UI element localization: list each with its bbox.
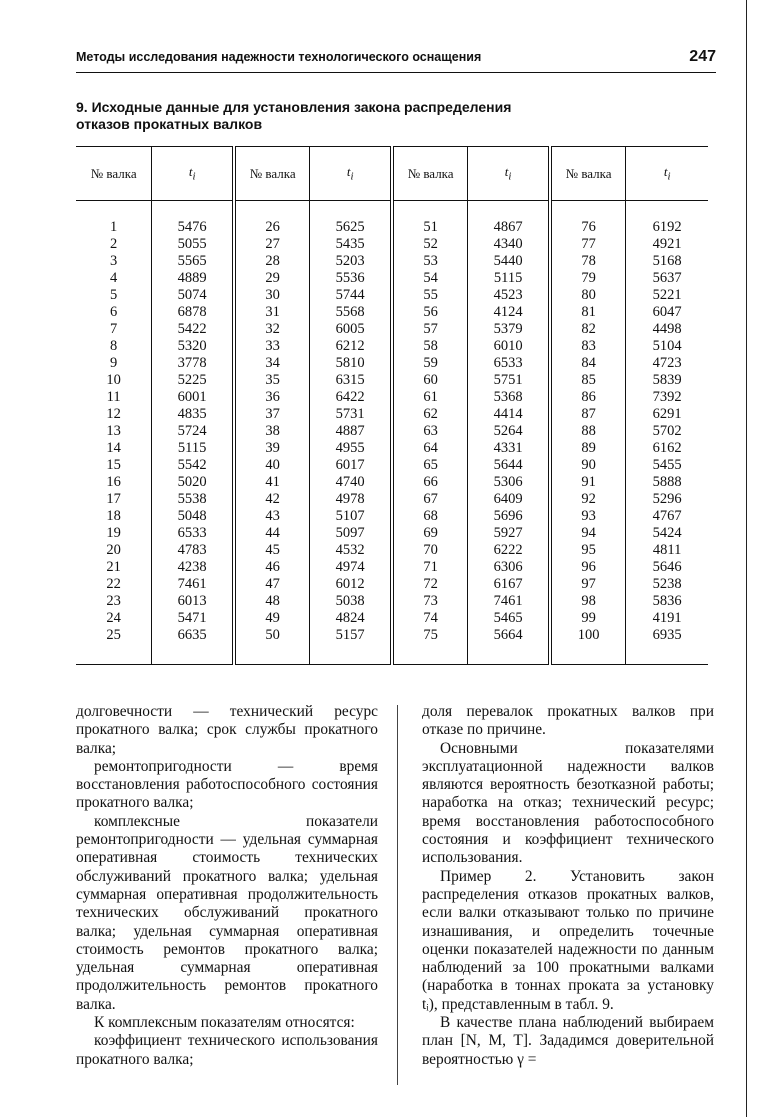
cell-operating-time: 3778 [152,355,234,372]
table-row [76,508,708,525]
cell-operating-time: 4824 [310,610,392,627]
cell-valve-number: 68 [392,508,468,525]
cell-operating-time: 6047 [626,304,708,321]
cell-operating-time: 5038 [310,593,392,610]
header-valve-number: № валка [392,147,468,201]
cell-valve-number: 16 [106,474,121,490]
cell-valve-number: 37 [234,406,310,423]
cell-valve-number: 38 [234,423,310,440]
cell-operating-time: 6192 [626,201,708,237]
cell-valve-number: 86 [550,389,626,406]
cell-operating-time: 4532 [310,542,392,559]
cell-operating-time: 5107 [310,508,392,525]
cell-operating-time: 5696 [468,508,550,525]
cell-operating-time: 6222 [468,542,550,559]
cell-operating-time: 6533 [152,525,234,542]
cell-operating-time: 4921 [626,236,708,253]
cell-operating-time: 5055 [152,236,234,253]
cell-valve-number: 4 [110,270,118,286]
text-column-right [422,703,714,1069]
paragraph: доля перевалок прокатных валков при отказе по причине. [422,703,714,739]
cell-valve-number: 25 [76,627,152,665]
cell-operating-time: 4723 [626,355,708,372]
table-row [76,389,708,406]
table-row [76,321,708,338]
table-row [76,406,708,423]
cell-operating-time: 6013 [152,593,234,610]
cell-valve-number: 75 [392,627,468,665]
paragraph: Основными показателями эксплуатационной надежности валков являются вероятность безотказной работы; наработка на отказ; технический ресурс; время восстановления работоспособного состояния и коэффициент технического использования. [422,739,714,867]
cell-operating-time: 5744 [310,287,392,304]
cell-valve-number: 34 [234,355,310,372]
cell-operating-time: 5368 [468,389,550,406]
cell-operating-time: 5568 [310,304,392,321]
cell-valve-number: 45 [234,542,310,559]
header-operating-time [626,147,708,201]
cell-valve-number: 73 [392,593,468,610]
cell-valve-number: 26 [234,201,310,237]
header-t-symbol: t [188,164,193,180]
paragraph: комплексные показатели ремонтопригодности — удельная суммарная оперативная стоимость технических обслуживаний прокатного валка; удельная суммарная оперативная продолжительность технических обслуживаний прокатного валка; удельная суммарная оперативная стоимость ремонтов прокатного валка; удельная суммарная оперативная продолжительность ремонтов прокатного валка. [76,812,378,1013]
cell-valve-number: 55 [392,287,468,304]
header-t-symbol: t [346,164,351,180]
cell-operating-time: 5097 [310,525,392,542]
cell-operating-time: 5168 [626,253,708,270]
cell-operating-time: 5565 [152,253,234,270]
cell-valve-number: 6 [110,304,118,320]
cell-valve-number: 30 [234,287,310,304]
cell-valve-number: 97 [550,576,626,593]
cell-valve-number: 53 [392,253,468,270]
cell-valve-number: 22 [106,576,121,592]
table-header-row [76,147,708,201]
cell-operating-time: 5048 [152,508,234,525]
cell-valve-number: 91 [550,474,626,491]
cell-operating-time: 6001 [152,389,234,406]
cell-operating-time: 5435 [310,236,392,253]
cell-operating-time: 5115 [152,440,234,457]
cell-operating-time: 5637 [626,270,708,287]
column-divider [397,705,398,1085]
cell-operating-time: 5225 [152,372,234,389]
cell-valve-number: 31 [234,304,310,321]
cell-valve-number: 42 [234,491,310,508]
cell-operating-time: 6167 [468,576,550,593]
table-row [76,525,708,542]
cell-operating-time: 5020 [152,474,234,491]
cell-valve-number: 13 [106,423,121,439]
cell-operating-time: 5424 [626,525,708,542]
table-row [76,627,708,665]
table-row [76,440,708,457]
table-row [76,559,708,576]
cell-operating-time: 4238 [152,559,234,576]
cell-valve-number: 93 [550,508,626,525]
cell-valve-number: 29 [234,270,310,287]
cell-valve-number: 17 [106,491,121,507]
cell-valve-number: 15 [106,457,121,473]
cell-valve-number: 39 [234,440,310,457]
header-t-subscript: i [350,170,354,183]
cell-valve-number: 52 [392,236,468,253]
cell-valve-number: 54 [392,270,468,287]
cell-operating-time: 5664 [468,627,550,665]
cell-valve-number: 21 [106,559,121,575]
table-row [76,253,708,270]
cell-operating-time: 5644 [468,457,550,474]
header-t-subscript: i [508,170,512,183]
cell-valve-number: 81 [550,304,626,321]
header-valve-number: № валка [550,147,626,201]
cell-valve-number: 67 [392,491,468,508]
header-operating-time [310,147,392,201]
cell-operating-time: 6935 [626,627,708,665]
cell-operating-time: 5238 [626,576,708,593]
cell-valve-number: 43 [234,508,310,525]
cell-operating-time: 5221 [626,287,708,304]
cell-valve-number: 23 [106,593,121,609]
cell-operating-time: 6878 [152,304,234,321]
cell-operating-time: 6409 [468,491,550,508]
cell-valve-number: 61 [392,389,468,406]
cell-valve-number: 62 [392,406,468,423]
page-edge-line [746,0,747,1117]
cell-valve-number: 20 [106,542,121,558]
table-row [76,610,708,627]
cell-operating-time: 5203 [310,253,392,270]
cell-valve-number: 60 [392,372,468,389]
cell-valve-number: 51 [392,201,468,237]
cell-operating-time: 4889 [152,270,234,287]
cell-valve-number: 32 [234,321,310,338]
cell-valve-number: 89 [550,440,626,457]
cell-operating-time: 5455 [626,457,708,474]
cell-operating-time: 6005 [310,321,392,338]
cell-operating-time: 5751 [468,372,550,389]
cell-operating-time: 4974 [310,559,392,576]
cell-valve-number: 57 [392,321,468,338]
cell-operating-time: 4124 [468,304,550,321]
cell-operating-time: 6010 [468,338,550,355]
cell-operating-time: 6017 [310,457,392,474]
header-t-subscript: i [192,170,196,183]
cell-operating-time: 5440 [468,253,550,270]
cell-operating-time: 5306 [468,474,550,491]
cell-operating-time: 6162 [626,440,708,457]
cell-valve-number: 79 [550,270,626,287]
cell-operating-time: 4955 [310,440,392,457]
cell-valve-number: 70 [392,542,468,559]
cell-valve-number: 88 [550,423,626,440]
cell-valve-number: 8 [110,338,118,354]
cell-operating-time: 5536 [310,270,392,287]
cell-operating-time: 5379 [468,321,550,338]
cell-operating-time: 5888 [626,474,708,491]
cell-operating-time: 7461 [152,576,234,593]
table-row [76,338,708,355]
cell-valve-number: 76 [550,201,626,237]
cell-valve-number: 56 [392,304,468,321]
cell-valve-number: 85 [550,372,626,389]
table-row [76,457,708,474]
table-row [76,542,708,559]
cell-valve-number: 10 [106,372,121,388]
cell-operating-time: 6212 [310,338,392,355]
cell-operating-time: 5104 [626,338,708,355]
table-body [76,201,708,665]
table-row [76,491,708,508]
header-rule [76,72,716,73]
cell-valve-number: 1 [110,219,118,235]
cell-operating-time: 5724 [152,423,234,440]
cell-operating-time: 5731 [310,406,392,423]
table-title-line-2: отказов прокатных валков [76,116,263,132]
cell-valve-number: 44 [234,525,310,542]
cell-valve-number: 84 [550,355,626,372]
table-row [76,423,708,440]
table-row [76,287,708,304]
cell-valve-number: 87 [550,406,626,423]
cell-valve-number: 33 [234,338,310,355]
cell-operating-time: 6306 [468,559,550,576]
header-valve-number: № валка [234,147,310,201]
cell-operating-time: 6315 [310,372,392,389]
cell-operating-time: 7392 [626,389,708,406]
cell-operating-time: 5264 [468,423,550,440]
cell-valve-number: 78 [550,253,626,270]
table-title-line-1: 9. Исходные данные для установления закона распределения [76,99,512,115]
cell-valve-number: 74 [392,610,468,627]
cell-valve-number: 90 [550,457,626,474]
cell-operating-time: 5625 [310,201,392,237]
paragraph: ремонтопригодности — время восстановления работоспособного состояния прокатного валка; [76,757,378,812]
cell-operating-time: 4740 [310,474,392,491]
cell-operating-time: 4414 [468,406,550,423]
cell-operating-time: 5422 [152,321,234,338]
cell-valve-number: 18 [106,508,121,524]
cell-operating-time: 5702 [626,423,708,440]
cell-operating-time: 5115 [468,270,550,287]
cell-operating-time: 5836 [626,593,708,610]
cell-operating-time: 4835 [152,406,234,423]
cell-valve-number: 19 [106,525,121,541]
cell-operating-time: 4887 [310,423,392,440]
cell-valve-number: 100 [550,627,626,665]
header-t-symbol: t [504,164,509,180]
table-row [76,236,708,253]
table-row [76,355,708,372]
cell-valve-number: 7 [110,321,118,337]
cell-valve-number: 99 [550,610,626,627]
cell-operating-time: 4498 [626,321,708,338]
cell-operating-time: 5296 [626,491,708,508]
cell-operating-time: 5465 [468,610,550,627]
cell-valve-number: 50 [234,627,310,665]
cell-valve-number: 46 [234,559,310,576]
cell-valve-number: 83 [550,338,626,355]
cell-operating-time: 4340 [468,236,550,253]
cell-valve-number: 49 [234,610,310,627]
page-header [76,48,716,72]
cell-valve-number: 72 [392,576,468,593]
paragraph: Пример 2. Установить закон распределения отказов прокатных валков, если валки отказывают только по причине изнашивания, и определить точечные оценки показателей надежности по данным наблюдений за 100 прокатными валками (наработка в тоннах проката за установку tᵢ), представленным в табл. 9. [422,867,714,1013]
cell-valve-number: 95 [550,542,626,559]
table-row [76,593,708,610]
paragraph: долговечности — технический ресурс прокатного валка; срок службы прокатного валка; [76,703,378,757]
cell-operating-time: 6635 [152,627,234,665]
cell-operating-time: 5810 [310,355,392,372]
cell-valve-number: 40 [234,457,310,474]
cell-operating-time: 5320 [152,338,234,355]
table-row [76,201,708,237]
cell-operating-time: 4978 [310,491,392,508]
cell-valve-number: 63 [392,423,468,440]
cell-valve-number: 12 [106,406,121,422]
cell-operating-time: 5542 [152,457,234,474]
cell-operating-time: 4783 [152,542,234,559]
paragraph: В качестве плана наблюдений выбираем план [N, M, T]. Зададимся доверительной вероятностью γ = [422,1014,714,1068]
cell-operating-time: 4523 [468,287,550,304]
cell-valve-number: 48 [234,593,310,610]
cell-operating-time: 4767 [626,508,708,525]
cell-valve-number: 71 [392,559,468,576]
cell-operating-time: 6533 [468,355,550,372]
cell-operating-time: 4867 [468,201,550,237]
cell-valve-number: 66 [392,474,468,491]
cell-valve-number: 58 [392,338,468,355]
cell-operating-time: 5927 [468,525,550,542]
cell-valve-number: 47 [234,576,310,593]
cell-valve-number: 35 [234,372,310,389]
data-table [76,146,708,665]
page-number: 247 [689,48,716,65]
cell-operating-time: 6291 [626,406,708,423]
cell-operating-time: 6012 [310,576,392,593]
cell-valve-number: 94 [550,525,626,542]
cell-valve-number: 69 [392,525,468,542]
cell-operating-time: 5157 [310,627,392,665]
cell-operating-time: 5646 [626,559,708,576]
cell-valve-number: 59 [392,355,468,372]
header-operating-time [152,147,234,201]
cell-operating-time: 4331 [468,440,550,457]
paragraph: коэффициент технического использования прокатного валка; [76,1032,378,1068]
cell-operating-time: 5538 [152,491,234,508]
table-row [76,270,708,287]
cell-valve-number: 11 [106,389,121,405]
cell-operating-time: 6422 [310,389,392,406]
table-title [76,99,676,133]
cell-valve-number: 96 [550,559,626,576]
cell-operating-time: 7461 [468,593,550,610]
cell-operating-time: 4191 [626,610,708,627]
cell-valve-number: 2 [110,236,118,252]
cell-valve-number: 92 [550,491,626,508]
cell-operating-time: 5471 [152,610,234,627]
text-column-left [76,703,378,1069]
table-row [76,304,708,321]
cell-valve-number: 9 [110,355,118,371]
header-t-subscript: i [667,170,671,183]
table-row [76,576,708,593]
header-valve-number: № валка [76,147,152,201]
cell-valve-number: 82 [550,321,626,338]
cell-valve-number: 36 [234,389,310,406]
table-row [76,372,708,389]
cell-valve-number: 98 [550,593,626,610]
cell-valve-number: 5 [110,287,118,303]
cell-operating-time: 5839 [626,372,708,389]
header-operating-time [468,147,550,201]
cell-valve-number: 64 [392,440,468,457]
table-row [76,474,708,491]
header-t-symbol: t [663,164,668,180]
cell-valve-number: 27 [234,236,310,253]
cell-valve-number: 80 [550,287,626,304]
cell-operating-time: 5476 [152,201,234,237]
cell-valve-number: 41 [234,474,310,491]
cell-operating-time: 4811 [626,542,708,559]
paragraph: К комплексным показателям относятся: [94,1014,355,1032]
cell-valve-number: 3 [110,253,118,269]
cell-valve-number: 14 [106,440,121,456]
cell-valve-number: 77 [550,236,626,253]
cell-operating-time: 5074 [152,287,234,304]
cell-valve-number: 65 [392,457,468,474]
cell-valve-number: 24 [106,610,121,626]
cell-valve-number: 28 [234,253,310,270]
running-head: Методы исследования надежности технологического оснащения [76,50,482,64]
